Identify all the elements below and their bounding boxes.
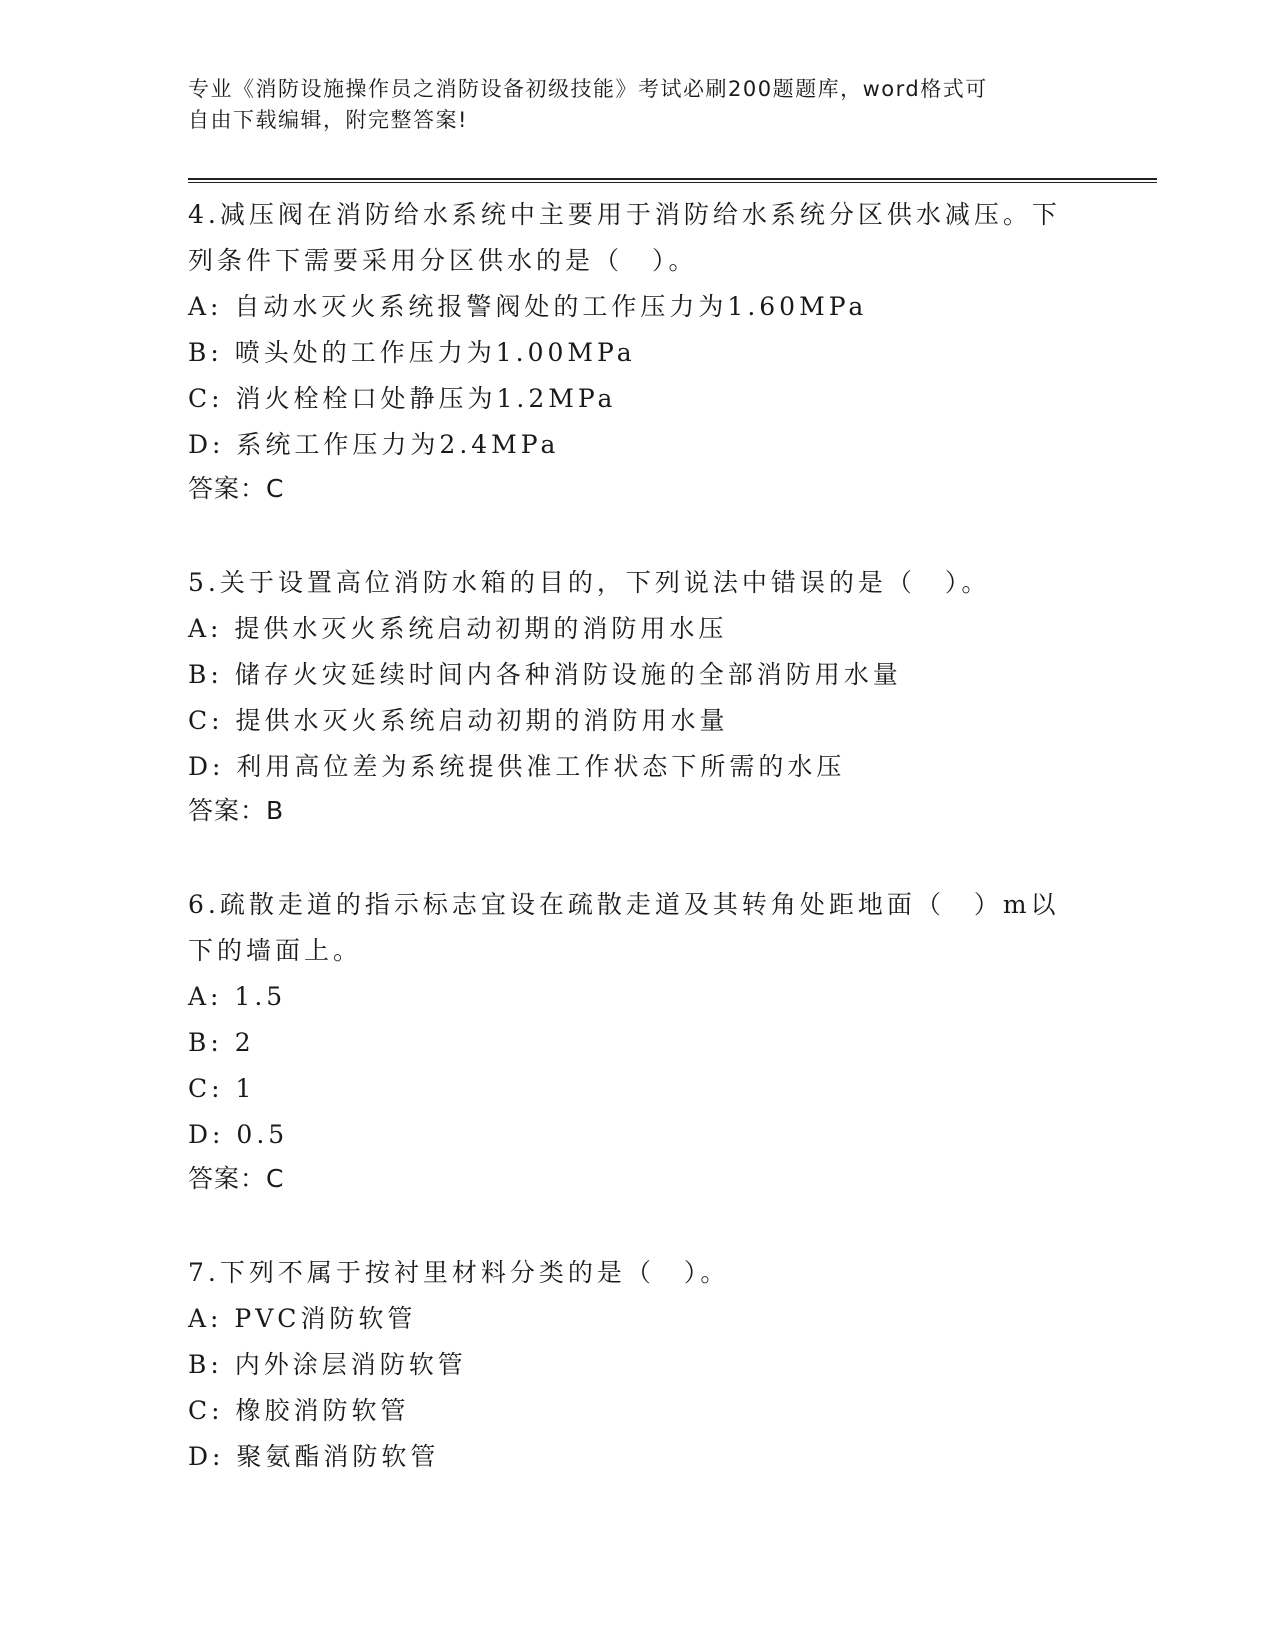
option-d: D: 0.5 <box>188 1120 289 1149</box>
option-c: C: 1 <box>188 1074 256 1103</box>
option-d: D: 系统工作压力为2.4MPa <box>188 430 560 459</box>
option-a: A: 1.5 <box>188 982 287 1011</box>
option-d: D: 聚氨酯消防软管 <box>188 1442 440 1471</box>
option-d: D: 利用高位差为系统提供准工作状态下所需的水压 <box>188 752 846 781</box>
header-line-2: 自由下载编辑，附完整答案! <box>188 108 468 132</box>
question-stem: 7.下列不属于按衬里材料分类的是（ ）。 <box>188 1258 730 1287</box>
option-a: A: 提供水灭火系统启动初期的消防用水压 <box>188 614 728 643</box>
question-list <box>188 192 1088 1480</box>
question-7 <box>188 1250 1088 1480</box>
option-b: B: 2 <box>188 1028 255 1057</box>
option-c: C: 橡胶消防软管 <box>188 1396 410 1425</box>
question-stem: 5.关于设置高位消防水箱的目的，下列说法中错误的是（ ）。 <box>188 568 991 597</box>
question-stem: 6.疏散走道的指示标志宜设在疏散走道及其转角处距地面（ ）m以下的墙面上。 <box>188 890 1060 965</box>
option-c: C: 提供水灭火系统启动初期的消防用水量 <box>188 706 729 735</box>
header-line-1: 专业《消防设施操作员之消防设备初级技能》考试必刷200题题库，word格式可 <box>188 77 988 101</box>
question-6 <box>188 882 1088 1200</box>
question-5 <box>188 560 1088 832</box>
option-c: C: 消火栓栓口处静压为1.2MPa <box>188 384 617 413</box>
answer-line: 答案：C <box>188 474 285 503</box>
option-b: B: 储存火灾延续时间内各种消防设施的全部消防用水量 <box>188 660 902 689</box>
option-b: B: 内外涂层消防软管 <box>188 1350 467 1379</box>
document-header <box>188 74 1088 136</box>
question-stem: 4.减压阀在消防给水系统中主要用于消防给水系统分区供水减压。下列条件下需要采用分区供水的是（ ）。 <box>188 200 1061 275</box>
question-4 <box>188 192 1088 510</box>
header-divider <box>188 178 1157 183</box>
option-a: A: PVC消防软管 <box>188 1304 417 1333</box>
answer-line: 答案：C <box>188 1164 285 1193</box>
option-b: B: 喷头处的工作压力为1.00MPa <box>188 338 636 367</box>
answer-line: 答案：B <box>188 796 285 825</box>
option-a: A: 自动水灭火系统报警阀处的工作压力为1.60MPa <box>188 292 868 321</box>
